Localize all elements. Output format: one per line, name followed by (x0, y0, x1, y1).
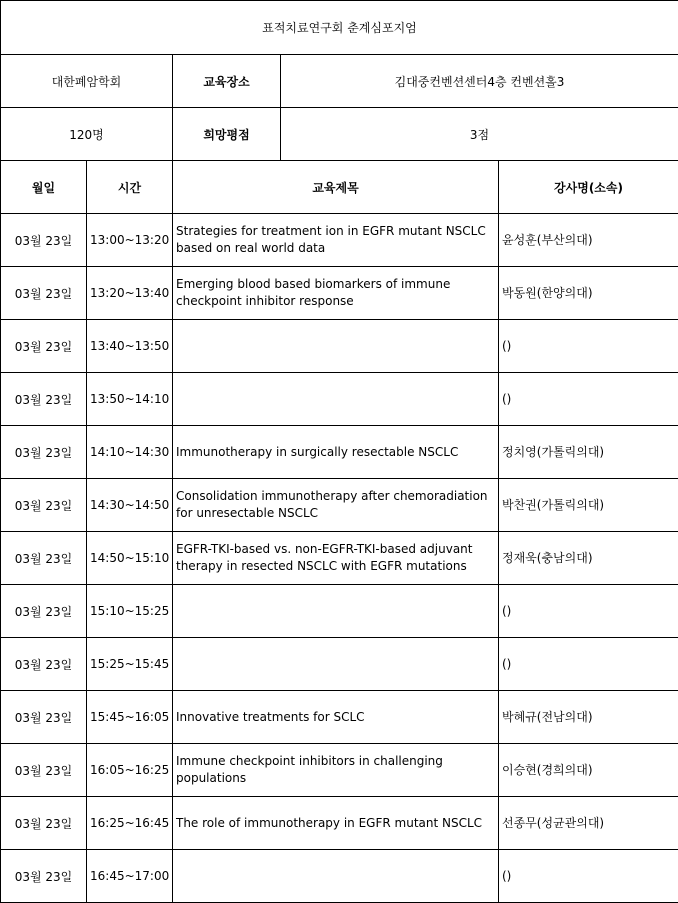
column-header-speaker: 강사명(소속) (499, 161, 678, 214)
table-row (1, 850, 678, 903)
table-row (1, 585, 678, 638)
session-date: 03월 23일 (1, 691, 87, 744)
session-date: 03월 23일 (1, 479, 87, 532)
session-time: 15:25~15:45 (87, 638, 173, 691)
session-speaker: () (499, 850, 678, 903)
session-time: 15:45~16:05 (87, 691, 173, 744)
session-date: 03월 23일 (1, 585, 87, 638)
session-topic: Consolidation immunotherapy after chemoradiation for unresectable NSCLC (173, 479, 499, 532)
table-row (1, 214, 678, 267)
session-time: 14:50~15:10 (87, 532, 173, 585)
table-row (1, 532, 678, 585)
table-row (1, 267, 678, 320)
session-topic (173, 850, 499, 903)
session-topic (173, 585, 499, 638)
session-speaker: 박혜규(전남의대) (499, 691, 678, 744)
session-speaker: 선종무(성균관의대) (499, 797, 678, 850)
session-time: 13:50~14:10 (87, 373, 173, 426)
session-time: 16:25~16:45 (87, 797, 173, 850)
table-row (1, 320, 678, 373)
session-topic (173, 373, 499, 426)
session-time: 15:10~15:25 (87, 585, 173, 638)
credits-label: 희망평점 (173, 108, 281, 161)
session-time: 14:10~14:30 (87, 426, 173, 479)
session-speaker: () (499, 638, 678, 691)
session-topic: The role of immunotherapy in EGFR mutant NSCLC (173, 797, 499, 850)
session-speaker: 정치영(가톨릭의대) (499, 426, 678, 479)
credits-value: 3점 (281, 108, 678, 161)
table-row (1, 479, 678, 532)
session-date: 03월 23일 (1, 532, 87, 585)
venue-label: 교육장소 (173, 55, 281, 108)
table-row (1, 691, 678, 744)
session-topic (173, 320, 499, 373)
session-topic: EGFR-TKI-based vs. non-EGFR-TKI-based adjuvant therapy in resected NSCLC with EGFR mutations (173, 532, 499, 585)
venue-value: 김대중컨벤션센터4층 컨벤션홀3 (281, 55, 678, 108)
session-date: 03월 23일 (1, 214, 87, 267)
session-time: 13:20~13:40 (87, 267, 173, 320)
session-speaker: () (499, 373, 678, 426)
session-time: 16:05~16:25 (87, 744, 173, 797)
session-topic (173, 638, 499, 691)
session-topic: Immune checkpoint inhibitors in challenging populations (173, 744, 499, 797)
capacity: 120명 (1, 108, 173, 161)
column-header-date: 월일 (1, 161, 87, 214)
session-speaker: () (499, 320, 678, 373)
session-time: 14:30~14:50 (87, 479, 173, 532)
session-topic: Emerging blood based biomarkers of immune checkpoint inhibitor response (173, 267, 499, 320)
session-date: 03월 23일 (1, 744, 87, 797)
session-speaker: 박동원(한양의대) (499, 267, 678, 320)
session-date: 03월 23일 (1, 373, 87, 426)
table-row (1, 797, 678, 850)
column-header-time: 시간 (87, 161, 173, 214)
session-date: 03월 23일 (1, 320, 87, 373)
session-topic: Innovative treatments for SCLC (173, 691, 499, 744)
session-time: 13:00~13:20 (87, 214, 173, 267)
table-row (1, 373, 678, 426)
table-row (1, 638, 678, 691)
table-row (1, 426, 678, 479)
session-date: 03월 23일 (1, 797, 87, 850)
symposium-title: 표적치료연구회 춘계심포지엄 (1, 1, 678, 55)
table-row (1, 744, 678, 797)
session-topic: Immunotherapy in surgically resectable NSCLC (173, 426, 499, 479)
session-time: 13:40~13:50 (87, 320, 173, 373)
organizer: 대한폐암학회 (1, 55, 173, 108)
session-speaker: 박찬권(가톨릭의대) (499, 479, 678, 532)
session-topic: Strategies for treatment ion in EGFR mutant NSCLC based on real world data (173, 214, 499, 267)
session-speaker: () (499, 585, 678, 638)
column-header-topic: 교육제목 (173, 161, 499, 214)
session-speaker: 윤성훈(부산의대) (499, 214, 678, 267)
session-date: 03월 23일 (1, 267, 87, 320)
session-speaker: 정재욱(충남의대) (499, 532, 678, 585)
session-date: 03월 23일 (1, 850, 87, 903)
session-date: 03월 23일 (1, 638, 87, 691)
session-date: 03월 23일 (1, 426, 87, 479)
session-speaker: 이승현(경희의대) (499, 744, 678, 797)
session-time: 16:45~17:00 (87, 850, 173, 903)
